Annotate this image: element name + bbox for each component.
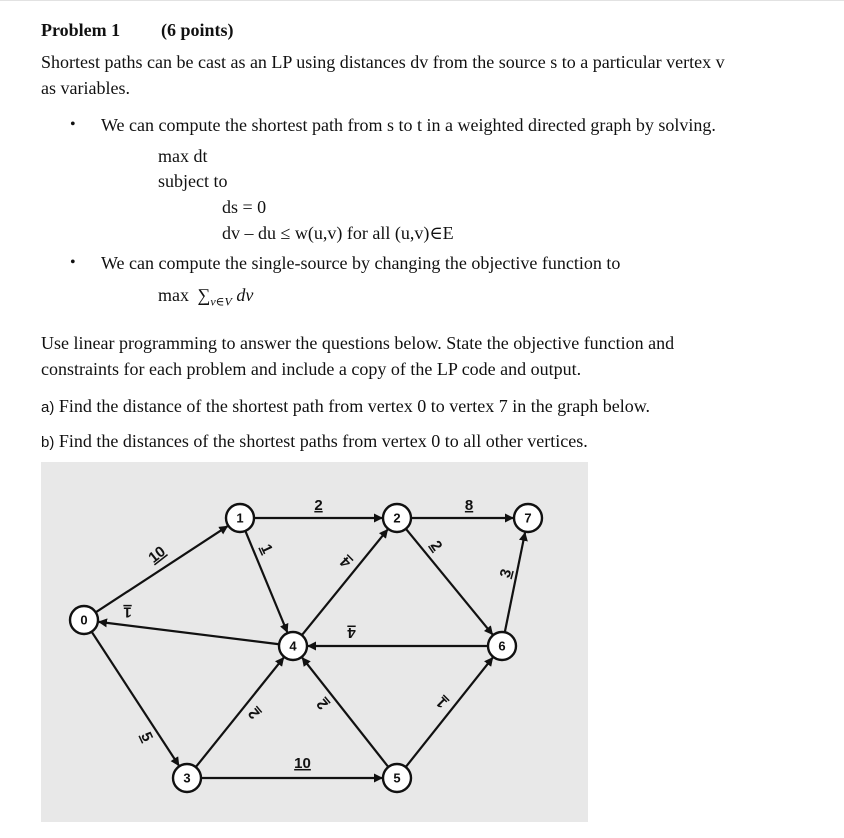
edge-weight-5-6: 1 bbox=[432, 693, 451, 712]
single-source-objective bbox=[158, 284, 253, 313]
edge-weight-0-1: 10 bbox=[145, 542, 169, 567]
bullet-2-text: We can compute the single-source by changing the objective function to bbox=[101, 253, 621, 273]
sum-subscript: v∈V bbox=[210, 294, 232, 309]
question-a bbox=[41, 395, 650, 419]
edge-weight-2-6: 2 bbox=[426, 537, 446, 555]
edge-weight-6-7: 3 bbox=[496, 567, 516, 580]
node-label-3: 3 bbox=[183, 770, 191, 786]
edge-weight-4-2: 4 bbox=[336, 553, 355, 571]
node-label-0: 0 bbox=[80, 612, 88, 628]
edge-weight-4-0: 1 bbox=[123, 603, 132, 621]
edge-0-to-1 bbox=[96, 526, 228, 612]
edge-4-to-0 bbox=[99, 622, 279, 644]
graph-node-5 bbox=[383, 764, 411, 792]
node-label-5: 5 bbox=[393, 770, 401, 786]
edge-3-to-4 bbox=[196, 658, 284, 767]
edge-weight-3-5: 10 bbox=[294, 754, 311, 772]
question-b-text: Find the distances of the shortest paths from vertex 0 to all other vertices. bbox=[58, 431, 588, 451]
edge-weight-0-3: 5 bbox=[137, 729, 156, 745]
question-b bbox=[41, 430, 588, 454]
bullet-1-text: We can compute the shortest path from s to t in a weighted directed graph by solving. bbox=[101, 115, 716, 135]
question-a-label: a) bbox=[41, 399, 55, 416]
graph-node-0 bbox=[70, 606, 98, 634]
objective-max: max bbox=[158, 285, 189, 305]
node-label-1: 1 bbox=[236, 510, 244, 526]
question-a-text: Find the distance of the shortest path from vertex 0 to vertex 7 in the graph below. bbox=[58, 396, 651, 416]
edge-weight-5-4: 2 bbox=[313, 695, 332, 713]
edge-weight-3-4: 2 bbox=[245, 704, 264, 722]
graph-node-4 bbox=[279, 632, 307, 660]
edge-5-to-4 bbox=[302, 658, 388, 767]
graph-svg bbox=[41, 462, 588, 822]
edge-weight-1-2: 2 bbox=[314, 496, 323, 514]
node-label-6: 6 bbox=[498, 638, 506, 654]
intro-line-1: Shortest paths can be cast as an LP using distances dv from the source s to a particular vertex v bbox=[41, 52, 725, 72]
node-label-7: 7 bbox=[524, 510, 532, 526]
edge-0-to-3 bbox=[92, 632, 179, 766]
intro-line-2: as variables. bbox=[41, 78, 130, 98]
lp-constraint-source: ds = 0 bbox=[222, 197, 267, 217]
edge-weight-6-4: 4 bbox=[347, 624, 356, 642]
edge-2-to-6 bbox=[406, 529, 493, 635]
instructions-line-2: constraints for each problem and include a copy of the LP code and output. bbox=[41, 359, 582, 379]
top-divider bbox=[0, 0, 844, 1]
node-label-2: 2 bbox=[393, 510, 401, 526]
edge-weight-2-7: 8 bbox=[464, 496, 474, 514]
instructions-line-1: Use linear programming to answer the questions below. State the objective function and bbox=[41, 333, 675, 353]
bullet-dot-1: • bbox=[70, 116, 76, 133]
graph-node-3 bbox=[173, 764, 201, 792]
graph-node-7 bbox=[514, 504, 542, 532]
lp-objective: max dt bbox=[158, 146, 208, 166]
question-b-label: b) bbox=[41, 434, 55, 451]
node-label-4: 4 bbox=[289, 638, 297, 654]
objective-variable: dv bbox=[236, 285, 254, 305]
sum-symbol: ∑ bbox=[197, 285, 211, 305]
lp-subject-to: subject to bbox=[158, 171, 228, 191]
edge-5-to-6 bbox=[406, 658, 493, 767]
edge-weight-1-4: 1 bbox=[256, 541, 276, 557]
graph-node-2 bbox=[383, 504, 411, 532]
graph-node-1 bbox=[226, 504, 254, 532]
problem-points: (6 points) bbox=[161, 20, 234, 40]
edge-4-to-2 bbox=[302, 530, 388, 635]
edge-6-to-7 bbox=[505, 533, 525, 633]
graph-node-6 bbox=[488, 632, 516, 660]
lp-constraint-edges: dv – du ≤ w(u,v) for all (u,v)∈E bbox=[222, 223, 454, 243]
problem-title: Problem 1 bbox=[41, 20, 121, 40]
bullet-dot-2: • bbox=[70, 254, 76, 271]
graph-figure bbox=[41, 462, 588, 822]
